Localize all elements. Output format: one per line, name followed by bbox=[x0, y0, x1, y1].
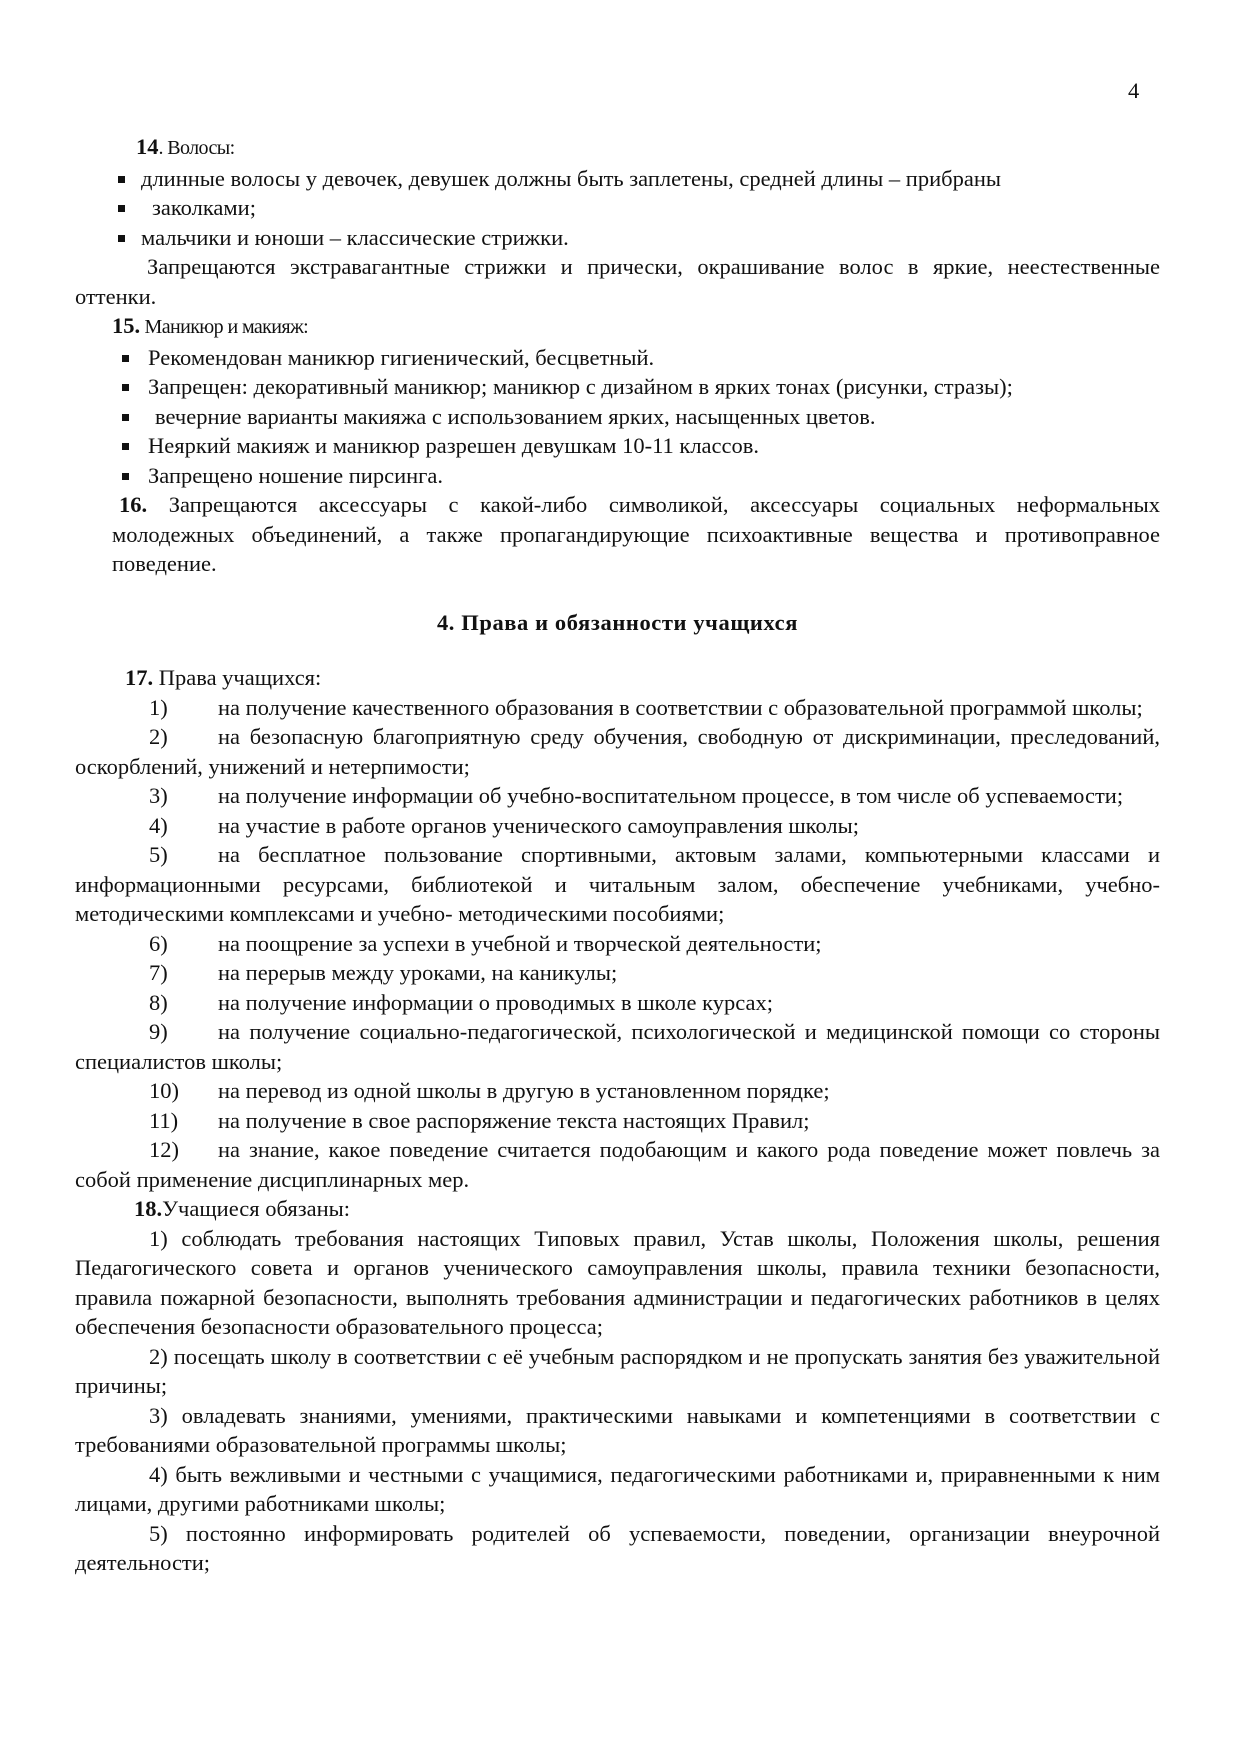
section-17-heading bbox=[75, 663, 1160, 693]
list-item bbox=[75, 343, 1160, 373]
item-number: 11) bbox=[149, 1107, 179, 1133]
rights-item bbox=[75, 958, 1160, 988]
hair-restriction-paragraph: Запрещаются экстравагантные стрижки и прически, окрашивание волос в яркие, неестественные оттенки. bbox=[75, 254, 1160, 309]
duties-item: 5) постоянно информировать родителей об успеваемости, поведении, организации внеурочной деятельности; bbox=[75, 1520, 1160, 1575]
hair-rules-list bbox=[75, 164, 1160, 253]
item-text: на безопасную благоприятную среду обучения, свободную от дискриминации, преследований, оскорблений, унижений и нетерпимости; bbox=[75, 724, 1160, 779]
section-16-text: Запрещаются аксессуары с какой-либо символикой, аксессуары социальных неформальных молодежных объединений, а также пропагандирующие психоактивные вещества и противоправное поведение. bbox=[112, 492, 1160, 576]
bullet-text: длинные волосы у девочек, девушек должны быть заплетены, средней длины – прибраны bbox=[141, 165, 1001, 191]
item-number: 3) bbox=[149, 783, 168, 808]
rights-item bbox=[75, 1135, 1160, 1194]
bullet-text: Запрещен: декоративный маникюр; маникюр с дизайном в ярких тонах (рисунки, стразы); bbox=[148, 374, 1013, 399]
item-text: на получение качественного образования в соответствии с образовательной программой школы; bbox=[218, 694, 1143, 720]
rights-item bbox=[75, 1017, 1160, 1076]
item-number: 12) bbox=[149, 1137, 179, 1162]
rights-item bbox=[75, 1076, 1160, 1106]
student-duties-list bbox=[75, 1224, 1160, 1578]
item-number: 5) bbox=[149, 842, 168, 867]
section-17-number: 17. bbox=[125, 665, 154, 690]
item-text: на перерыв между уроками, на каникулы; bbox=[218, 960, 618, 985]
duties-item: 1) соблюдать требования настоящих Типовых правил, Устав школы, Положения школы, решения Педагогического совета и органов ученического самоуправления школы, правила техники безопасности, правила пожарной безопасности, выполнять требования администрации и педагогических работников в целях обеспечения безопасности образовательного процесса; bbox=[75, 1225, 1160, 1339]
duties-item: 4) быть вежливыми и честными с учащимися, педагогическими работниками и, приравненными к ним лицами, другими работниками школы; bbox=[75, 1461, 1160, 1516]
item-number: 1) bbox=[149, 694, 168, 720]
list-item bbox=[75, 431, 1160, 461]
rights-item bbox=[75, 929, 1160, 959]
item-text: на получение информации об учебно-воспитательном процессе, в том числе об успеваемости; bbox=[218, 783, 1124, 808]
section-14-title: . Волосы: bbox=[158, 137, 235, 159]
manicure-rules-list bbox=[75, 343, 1160, 491]
item-text: на бесплатное пользование спортивными, актовым залами, компьютерными классами и информационными ресурсами, библиотекой и читальным залом, обеспечение учебниками, учебно-методическими комплексами и учебно- методическими пособиями; bbox=[75, 842, 1160, 926]
list-item-continuation: вечерние варианты макияжа с использованием ярких, насыщенных цветов. bbox=[75, 402, 1160, 432]
section-16-number: 16. bbox=[119, 492, 148, 517]
bullet-text: мальчики и юноши – классические стрижки. bbox=[141, 224, 569, 250]
bullet-text: Неяркий макияж и маникюр разрешен девушкам 10-11 классов. bbox=[148, 433, 760, 458]
section-15-title: Маникюр и макияж: bbox=[140, 316, 309, 338]
section-18-heading bbox=[75, 1194, 1160, 1224]
bullet-text: Рекомендован маникюр гигиенический, бесцветный. bbox=[148, 344, 655, 370]
item-number: 6) bbox=[149, 930, 168, 956]
rights-item bbox=[75, 988, 1160, 1018]
student-rights-list bbox=[75, 693, 1160, 1195]
section-4-title: 4. Права и обязанности учащихся bbox=[436, 609, 799, 635]
section-16-paragraph bbox=[75, 490, 1160, 579]
list-item-continuation: заколками; bbox=[75, 193, 1160, 223]
document-body bbox=[75, 132, 1160, 1578]
rights-item bbox=[75, 1106, 1160, 1136]
item-text: на получение информации о проводимых в школе курсах; bbox=[218, 989, 773, 1015]
list-item bbox=[75, 223, 1160, 253]
page-number: 4 bbox=[1128, 78, 1140, 103]
item-text: на получение в свое распоряжение текста настоящих Правил; bbox=[218, 1107, 810, 1133]
section-17-title: Права учащихся: bbox=[153, 665, 322, 690]
rights-item bbox=[75, 840, 1160, 929]
item-text: на получение социально-педагогической, психологической и медицинской помощи со стороны специалистов школы; bbox=[75, 1019, 1160, 1074]
item-text: на перевод из одной школы в другую в установленном порядке; bbox=[218, 1078, 830, 1103]
section-18-title: Учащиеся обязаны: bbox=[162, 1196, 351, 1221]
item-number: 9) bbox=[149, 1019, 168, 1044]
list-item bbox=[75, 461, 1160, 491]
section-15-number: 15. bbox=[112, 313, 141, 338]
bullet-text: Запрещено ношение пирсинга. bbox=[148, 462, 444, 488]
item-number: 2) bbox=[149, 724, 168, 749]
rights-item bbox=[75, 722, 1160, 781]
item-text: на знание, какое поведение считается подобающим и какого рода поведение может повлечь за собой применение дисциплинарных мер. bbox=[75, 1137, 1160, 1192]
section-15-heading bbox=[75, 311, 1160, 343]
item-text: на поощрение за успехи в учебной и творческой деятельности; bbox=[218, 930, 822, 956]
duties-item: 2) посещать школу в соответствии с её учебным распорядком и не пропускать занятия без уважительной причины; bbox=[75, 1343, 1160, 1398]
section-14-heading bbox=[75, 132, 1160, 164]
item-number: 4) bbox=[149, 812, 168, 838]
item-number: 10) bbox=[149, 1078, 179, 1103]
item-number: 7) bbox=[149, 960, 168, 985]
rights-item bbox=[75, 693, 1160, 723]
item-text: на участие в работе органов ученического самоуправления школы; bbox=[218, 812, 859, 838]
item-number: 8) bbox=[149, 989, 168, 1015]
section-14-number: 14 bbox=[136, 134, 159, 159]
duties-item: 3) овладевать знаниями, умениями, практическими навыками и компетенциями в соответствии с требованиями образовательной программы школы; bbox=[75, 1402, 1160, 1457]
rights-item bbox=[75, 781, 1160, 811]
list-item bbox=[75, 372, 1160, 402]
rights-item bbox=[75, 811, 1160, 841]
section-18-number: 18. bbox=[134, 1196, 163, 1221]
list-item bbox=[75, 164, 1160, 194]
